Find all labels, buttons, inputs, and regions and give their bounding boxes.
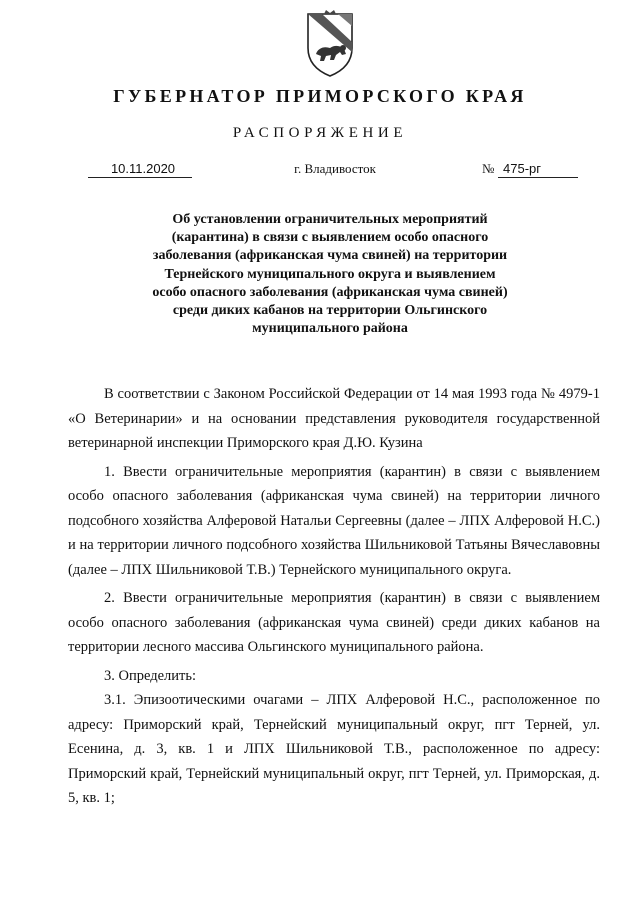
subject-line: (карантина) в связи с выявлением особо опасного [171,230,489,246]
paragraph-item-1: 1. Ввести ограничительные мероприятия (карантин) в связи с выявлением особо опасного заболевания (африканская чума свиней) на территории личного подсобного хозяйства Алферовой Натальи Сергеевны (далее – ЛПХ Алферовой Н.С.) и на территории личного подсобного хозяйства Шильниковой Татьяны Вячеславовны (далее – ЛПХ Шильниковой Т.В.) Тернейского муниципального округа. [68,463,600,578]
document-number: 475-рг [503,161,541,176]
document-subject [140,211,520,338]
subject-line: заболевания (африканская чума свиней) на территории [152,248,508,264]
governor-title: ГУБЕРНАТОР ПРИМОРСКОГО КРАЯ [113,86,527,106]
subject-line: муниципального района [252,321,408,337]
paragraph-item-2: 2. Ввести ограничительные мероприятия (карантин) в связи с выявлением особо опасного заболевания (африканская чума свиней) среди диких кабанов на территории лесного массива Ольгинского муниципального района. [68,590,600,655]
coat-of-arms-icon [300,8,360,78]
subject-line: Тернейского муниципального округа и выявлением [164,266,496,282]
document-date: 10.11.2020 [110,161,176,176]
document-city: г. Владивосток [294,161,376,176]
meta-row [0,161,640,183]
number-label: № [482,161,495,176]
subject-line: Об установлении ограничительных мероприятий [172,212,488,227]
document-body [68,382,600,815]
date-underline [88,177,192,178]
paragraph-item-3: 3. Определить: [104,667,197,684]
subject-line: среди диких кабанов на территории Ольгинского [172,303,488,319]
number-underline [498,177,578,178]
subject-line: особо опасного заболевания (африканская чума свиней) [152,284,508,300]
paragraph-item-3-1: 3.1. Эпизоотическими очагами – ЛПХ Алферовой Н.С., расположенное по адресу: Приморский край, Тернейский муниципальный округ, пгт Терней, ул. Есенина, д. 3, кв. 1 и ЛПХ Шильниковой Т.В., расположенное по адресу: Приморский край, Тернейский муниципальный округ, пгт Терней, ул. Приморская, д. 5, кв. 1; [68,692,600,806]
paragraph-preamble: В соответствии с Законом Российской Федерации от 14 мая 1993 года № 4979-1 «О Ветеринарии» и на основании представления руководителя государственной ветеринарной инспекции Приморского края Д.Ю. Кузина [68,386,600,451]
document-type: РАСПОРЯЖЕНИЕ [232,125,408,141]
